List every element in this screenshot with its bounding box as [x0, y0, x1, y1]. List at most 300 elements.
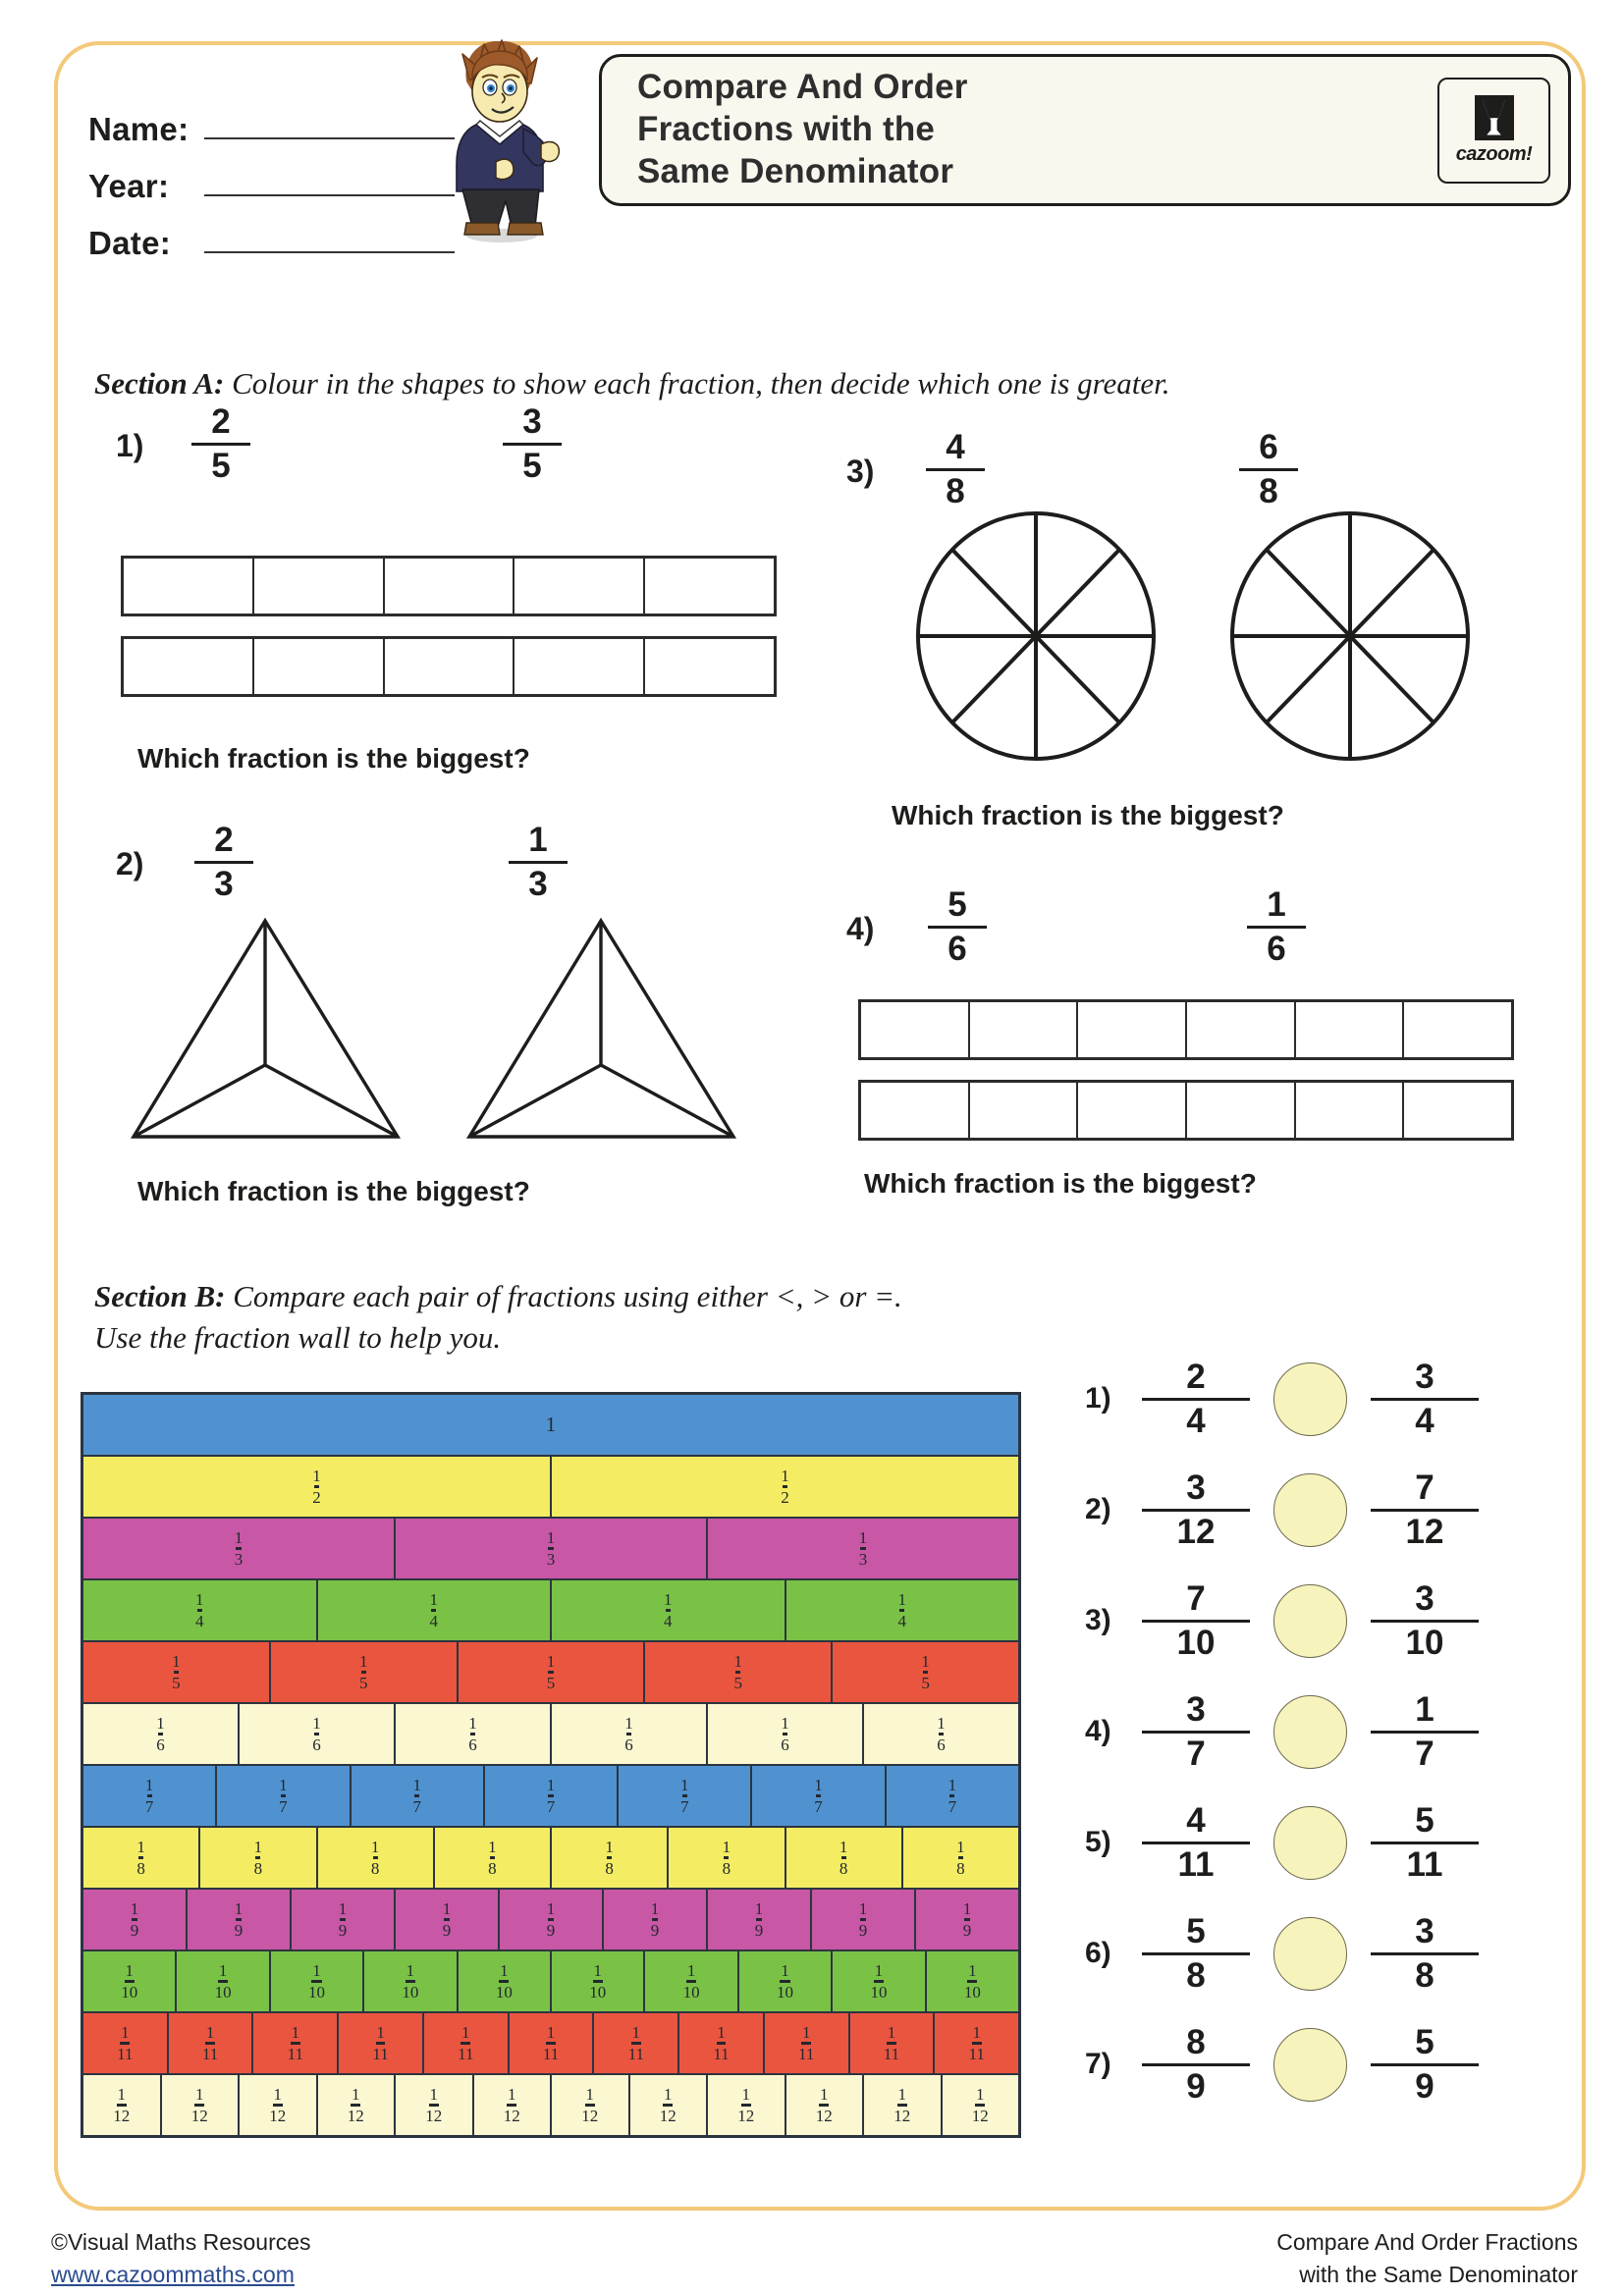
fraction-denominator: 5 [172, 1673, 181, 1692]
fraction-wall-cell[interactable] [619, 1766, 752, 1826]
fraction-wall-label [156, 1715, 165, 1753]
bar-cell[interactable] [124, 559, 254, 614]
fraction-wall-cell[interactable] [459, 1642, 646, 1702]
year-input-line[interactable] [204, 194, 455, 196]
fraction-numerator: 1 [546, 1899, 556, 1919]
fraction-wall-row [83, 1766, 1018, 1828]
fraction-numerator: 1 [508, 2085, 516, 2105]
fraction-numerator: 4 [946, 428, 965, 466]
fraction-bar [1142, 2063, 1250, 2067]
fraction-denominator: 5 [546, 1673, 556, 1692]
fraction-wall-label [235, 1900, 244, 1939]
question-a4-right-fraction [1247, 887, 1306, 967]
fraction-numerator: 1 [172, 1652, 181, 1672]
fraction-wall-cell[interactable] [765, 2013, 850, 2073]
bar-cell[interactable] [645, 559, 774, 614]
fraction-bar [503, 443, 562, 447]
fraction-denominator: 9 [858, 1920, 868, 1940]
fraction-wall-cell[interactable] [83, 1519, 396, 1578]
fraction-wall-cell[interactable] [240, 1704, 396, 1764]
fraction-wall-cell[interactable] [645, 1951, 738, 2011]
fraction-numerator: 1 [406, 1961, 415, 1981]
worksheet-title-box [599, 54, 1571, 206]
fraction-numerator: 6 [1259, 428, 1278, 466]
fraction-wall-cell[interactable] [435, 1828, 552, 1888]
bar-cell[interactable] [1296, 1083, 1405, 1138]
left-fraction [1142, 1470, 1250, 1550]
fraction-numerator: 1 [781, 1714, 789, 1734]
answer-circle[interactable] [1273, 1695, 1347, 1769]
fraction-wall-cell[interactable] [604, 1890, 708, 1949]
fraction-numerator: 3 [1415, 1358, 1435, 1396]
answer-circle[interactable] [1273, 1584, 1347, 1658]
fraction-denominator: 4 [195, 1611, 204, 1630]
fraction-numerator: 1 [429, 1590, 438, 1610]
fraction-wall-cell[interactable] [240, 2075, 318, 2135]
fraction-wall-cell[interactable] [850, 2013, 936, 2073]
fraction-wall-label [131, 1900, 139, 1939]
fraction-numerator: 1 [429, 2085, 438, 2105]
fraction-denominator: 7 [1415, 1735, 1435, 1774]
fraction-wall-label [963, 1900, 972, 1939]
title-line-3: Same Denominator [637, 151, 954, 190]
fraction-wall-cell[interactable] [318, 2075, 397, 2135]
fraction-wall-cell[interactable] [630, 2075, 709, 2135]
fraction-bar [1371, 1509, 1479, 1513]
fraction-wall-cell[interactable] [318, 1828, 435, 1888]
fraction-wall-cell[interactable] [669, 1828, 785, 1888]
fraction-denominator: 10 [589, 1982, 607, 2002]
answer-circle[interactable] [1273, 1473, 1347, 1547]
fraction-bar [1371, 2063, 1479, 2067]
fraction-denominator: 11 [117, 2044, 134, 2063]
worksheet-title [637, 67, 968, 192]
question-a4-bar-model-top[interactable] [858, 999, 1514, 1060]
fraction-numerator: 1 [585, 2085, 594, 2105]
fraction-denominator: 12 [503, 2106, 520, 2125]
fraction-wall-row [83, 1704, 1018, 1766]
fraction-wall-row [83, 1828, 1018, 1890]
fraction-wall-cell[interactable] [83, 1951, 177, 2011]
fraction-wall-label [624, 1715, 633, 1753]
fraction-wall-cell[interactable] [83, 1580, 318, 1640]
fraction-denominator: 8 [605, 1858, 614, 1878]
fraction-wall-cell[interactable] [83, 1642, 271, 1702]
fraction-denominator: 12 [425, 2106, 443, 2125]
fraction-wall-label [589, 1962, 606, 2001]
fraction-denominator: 12 [815, 2106, 833, 2125]
fraction-wall-cell[interactable] [708, 1704, 864, 1764]
fraction-wall-cell[interactable] [396, 2075, 474, 2135]
date-input-line[interactable] [204, 251, 455, 253]
bar-cell[interactable] [514, 639, 645, 694]
fraction-wall-cell[interactable] [752, 1766, 886, 1826]
fraction-denominator: 12 [1405, 1513, 1444, 1552]
question-a4-number: 4) [846, 911, 875, 946]
fraction-denominator: 5 [358, 1673, 368, 1692]
fraction-numerator: 1 [814, 1776, 823, 1795]
fraction-wall-cell[interactable] [459, 1951, 552, 2011]
fraction-wall-cell[interactable] [594, 2013, 679, 2073]
fraction-wall-cell[interactable] [927, 1951, 1018, 2011]
name-input-line[interactable] [204, 137, 455, 139]
fraction-wall-cell[interactable] [292, 1890, 396, 1949]
fraction-wall-cell[interactable] [786, 2075, 865, 2135]
fraction-wall-cell[interactable] [833, 1642, 1018, 1702]
cazoom-logo-text: cazoom! [1455, 142, 1533, 165]
fraction-denominator: 2 [781, 1487, 789, 1507]
fraction-wall-cell[interactable] [679, 2013, 765, 2073]
right-fraction [1371, 1692, 1479, 1772]
fraction-wall-label [269, 2086, 286, 2124]
fraction-denominator: 11 [798, 2044, 815, 2063]
fraction-wall-cell[interactable] [500, 1890, 604, 1949]
fraction-numerator: 1 [686, 1961, 696, 1981]
fraction-numerator: 5 [947, 885, 967, 924]
fraction-denominator: 7 [680, 1796, 689, 1816]
fraction-wall-row [83, 1457, 1018, 1519]
fraction-wall-cell[interactable] [485, 1766, 619, 1826]
fraction-wall-label [816, 2086, 833, 2124]
fraction-wall-label [859, 1529, 868, 1568]
footer-website-link[interactable]: www.cazoommaths.com [51, 2262, 295, 2288]
section-b-question-row [1085, 1803, 1479, 1883]
fraction-wall[interactable] [81, 1392, 1021, 2138]
fraction-wall-cell[interactable] [352, 1766, 485, 1826]
fraction-denominator: 10 [870, 1982, 888, 2002]
question-a3-prompt: Which fraction is the biggest? [892, 800, 1284, 830]
section-b-question-row [1085, 1581, 1479, 1661]
fraction-denominator: 8 [1186, 1956, 1206, 1996]
fraction-wall-label [734, 1653, 743, 1691]
fraction-wall-cell[interactable] [916, 1890, 1018, 1949]
section-a-heading [94, 363, 1528, 404]
fraction-numerator: 1 [195, 2085, 204, 2105]
bar-cell[interactable] [1404, 1083, 1511, 1138]
fraction-wall-cell[interactable] [786, 1580, 1019, 1640]
question-a4-left-fraction [928, 887, 987, 967]
question-a2-triangle-right[interactable] [461, 913, 741, 1148]
question-a1-bar-model-bottom[interactable] [121, 636, 777, 697]
fraction-wall-cell[interactable] [200, 1828, 317, 1888]
fraction-denominator: 6 [624, 1735, 633, 1754]
bar-cell[interactable] [254, 559, 385, 614]
fraction-numerator: 1 [205, 2023, 215, 2043]
fraction-wall-cell[interactable] [510, 2013, 595, 2073]
fraction-denominator: 6 [468, 1735, 477, 1754]
fraction-bar [1142, 1952, 1250, 1956]
fraction-denominator: 8 [1259, 472, 1278, 511]
fraction-denominator: 7 [412, 1796, 421, 1816]
bar-cell[interactable] [1078, 1002, 1187, 1057]
bar-cell[interactable] [124, 639, 254, 694]
bar-cell[interactable] [1296, 1002, 1405, 1057]
fraction-denominator: 6 [156, 1735, 165, 1754]
fraction-wall-cell[interactable] [364, 1951, 458, 2011]
fraction-wall-label [870, 1962, 887, 2001]
fraction-numerator: 2 [214, 821, 234, 859]
fraction-numerator: 1 [376, 2023, 385, 2043]
fraction-wall-cell[interactable] [162, 2075, 241, 2135]
fraction-denominator: 9 [338, 1920, 348, 1940]
fraction-wall-cell[interactable] [903, 1828, 1018, 1888]
bar-cell[interactable] [385, 559, 515, 614]
fraction-numerator: 2 [211, 402, 231, 441]
fraction-numerator: 1 [546, 1776, 556, 1795]
fraction-wall-label [215, 1962, 232, 2001]
question-a3-circle-right[interactable] [1227, 508, 1473, 764]
fraction-wall-row [83, 2075, 1018, 2135]
fraction-wall-cell[interactable] [864, 2075, 943, 2135]
question-a2-right-fraction [509, 823, 568, 902]
fraction-denominator: 11 [1177, 1845, 1215, 1885]
fraction-wall-label [723, 1839, 731, 1877]
fraction-bar [1247, 926, 1306, 930]
fraction-denominator: 12 [113, 2106, 131, 2125]
fraction-denominator: 12 [1176, 1513, 1216, 1552]
fraction-numerator: 5 [1186, 1912, 1206, 1950]
fraction-wall-label [496, 1962, 513, 2001]
section-a-instruction: Colour in the shapes to show each fraction, then decide which one is greater. [224, 366, 1170, 400]
fraction-numerator: 1 [218, 1961, 228, 1981]
fraction-denominator: 8 [946, 472, 965, 511]
fraction-wall-label [288, 2024, 303, 2062]
bar-cell[interactable] [1187, 1083, 1296, 1138]
fraction-numerator: 1 [631, 2023, 641, 2043]
fraction-wall-cell[interactable] [424, 2013, 510, 2073]
fraction-wall-cell[interactable] [552, 1580, 786, 1640]
question-a1-bar-model-top[interactable] [121, 556, 777, 616]
fraction-bar [509, 861, 568, 865]
fraction-wall-cell[interactable] [935, 2013, 1018, 2073]
section-b-heading [94, 1276, 1174, 1359]
fraction-wall-cell[interactable] [864, 1704, 1018, 1764]
question-a1-right-fraction [503, 404, 562, 484]
fraction-wall-cell[interactable] [645, 1642, 833, 1702]
fraction-denominator: 7 [814, 1796, 823, 1816]
fraction-wall-label [191, 2086, 208, 2124]
fraction-bar [1371, 1842, 1479, 1845]
bar-cell[interactable] [1187, 1002, 1296, 1057]
fraction-wall-label [969, 2024, 985, 2062]
fraction-wall-cell[interactable] [83, 1704, 240, 1764]
question-a2-number: 2) [116, 846, 144, 881]
left-fraction [1142, 1581, 1250, 1661]
fraction-wall-cell[interactable] [552, 1951, 645, 2011]
fraction-numerator: 1 [234, 1899, 244, 1919]
fraction-denominator: 7 [947, 1796, 957, 1816]
fraction-wall-cell[interactable] [708, 2075, 786, 2135]
fraction-wall-cell[interactable] [83, 1890, 188, 1949]
fraction-denominator: 12 [971, 2106, 989, 2125]
fraction-numerator: 1 [130, 1899, 139, 1919]
fraction-numerator: 1 [650, 1899, 660, 1919]
fraction-numerator: 1 [121, 2023, 130, 2043]
fraction-denominator: 11 [968, 2044, 985, 2063]
fraction-wall-cell[interactable] [708, 1519, 1018, 1578]
bar-cell[interactable] [385, 639, 515, 694]
question-a4-bar-model-bottom[interactable] [858, 1080, 1514, 1141]
fraction-wall-label [235, 1529, 244, 1568]
fraction-wall-cell[interactable] [552, 1457, 1018, 1517]
bar-cell[interactable] [1404, 1002, 1511, 1057]
fraction-wall-label [430, 1591, 439, 1629]
bar-cell[interactable] [861, 1002, 970, 1057]
fraction-wall-cell[interactable] [396, 1890, 500, 1949]
fraction-bar [191, 443, 250, 447]
fraction-numerator: 8 [1186, 2023, 1206, 2061]
footer-right [1276, 2226, 1578, 2292]
fraction-wall-cell[interactable] [83, 1395, 1018, 1455]
fraction-wall-cell[interactable] [83, 1457, 552, 1517]
fraction-wall-label [777, 1962, 793, 2001]
fraction-wall-label [468, 1715, 477, 1753]
fraction-wall-cell[interactable] [253, 2013, 339, 2073]
fraction-wall-label [543, 2024, 559, 2062]
fraction-bar [928, 926, 987, 930]
bar-cell[interactable] [514, 559, 645, 614]
fraction-wall-cell[interactable] [169, 2013, 254, 2073]
fraction-wall-cell[interactable] [739, 1951, 833, 2011]
fraction-wall-cell[interactable] [396, 1519, 708, 1578]
fraction-denominator: 10 [682, 1982, 700, 2002]
fraction-wall-cell[interactable] [474, 2075, 553, 2135]
fraction-wall-cell[interactable] [271, 1642, 459, 1702]
fraction-numerator: 1 [858, 1899, 868, 1919]
answer-circle[interactable] [1273, 1917, 1347, 1991]
bar-cell[interactable] [1078, 1083, 1187, 1138]
fraction-numerator: 1 [117, 2085, 126, 2105]
fraction-wall-cell[interactable] [552, 2075, 630, 2135]
fraction-wall-label [893, 2086, 910, 2124]
fraction-wall-cell[interactable] [271, 1951, 364, 2011]
fraction-wall-cell[interactable] [396, 1704, 552, 1764]
fraction-denominator: 9 [546, 1920, 556, 1940]
fraction-denominator: 10 [308, 1982, 326, 2002]
fraction-denominator: 9 [442, 1920, 452, 1940]
fraction-numerator: 1 [754, 1899, 764, 1919]
fraction-wall-label [443, 1900, 452, 1939]
fraction-denominator: 10 [777, 1982, 794, 2002]
fraction-wall-label [547, 1529, 556, 1568]
fraction-bar [1371, 1398, 1479, 1402]
fraction-denominator: 11 [372, 2044, 389, 2063]
fraction-numerator: 1 [488, 1838, 497, 1857]
fraction-wall-cell[interactable] [339, 2013, 424, 2073]
fraction-wall-label [339, 1900, 348, 1939]
fraction-wall-label [884, 2024, 899, 2062]
section-b-question-row [1085, 1360, 1479, 1439]
fraction-wall-cell[interactable] [83, 2013, 169, 2073]
fraction-wall-cell[interactable] [177, 1951, 270, 2011]
fraction-wall-cell[interactable] [188, 1890, 292, 1949]
question-a2-left-fraction [194, 823, 253, 902]
fraction-wall-row [83, 1395, 1018, 1457]
left-fraction [1142, 2025, 1250, 2105]
fraction-wall-cell[interactable] [786, 1828, 903, 1888]
fraction-numerator: 1 [1415, 1690, 1435, 1729]
fraction-denominator: 4 [1415, 1402, 1435, 1441]
bar-cell[interactable] [645, 639, 774, 694]
question-a3-circle-left[interactable] [913, 508, 1159, 764]
fraction-wall-cell[interactable] [217, 1766, 351, 1826]
fraction-denominator: 12 [347, 2106, 364, 2125]
fraction-numerator: 3 [1186, 1690, 1206, 1729]
fraction-numerator: 7 [1415, 1468, 1435, 1507]
fraction-wall-cell[interactable] [943, 2075, 1019, 2135]
fraction-denominator: 9 [962, 1920, 972, 1940]
fraction-denominator: 4 [897, 1611, 906, 1630]
student-info-fields [88, 91, 455, 262]
fraction-numerator: 1 [136, 1838, 145, 1857]
fraction-numerator: 1 [605, 1838, 614, 1857]
fraction-numerator: 1 [839, 1838, 848, 1857]
fraction-denominator: 9 [650, 1920, 660, 1940]
answer-circle[interactable] [1273, 1362, 1347, 1436]
fraction-numerator: 1 [370, 1838, 380, 1857]
fraction-wall-row [83, 1519, 1018, 1580]
bar-cell[interactable] [254, 639, 385, 694]
fraction-wall-label [145, 1777, 154, 1815]
fraction-denominator: 8 [1415, 1956, 1435, 1996]
bar-cell[interactable] [970, 1083, 1079, 1138]
fraction-numerator: 1 [546, 2023, 556, 2043]
fraction-wall-cell[interactable] [833, 1951, 926, 2011]
fraction-wall-label [839, 1839, 848, 1877]
fraction-wall-cell[interactable] [83, 1766, 217, 1826]
fraction-numerator: 1 [291, 2023, 300, 2043]
bar-cell[interactable] [970, 1002, 1079, 1057]
section-b-question-row [1085, 1692, 1479, 1772]
fraction-bar [1142, 1509, 1250, 1513]
fraction-denominator: 8 [136, 1858, 145, 1878]
fraction-numerator: 3 [1415, 1912, 1435, 1950]
fraction-denominator: 8 [253, 1858, 263, 1878]
fraction-wall-label [254, 1839, 263, 1877]
answer-circle[interactable] [1273, 1806, 1347, 1880]
fraction-numerator: 5 [1415, 1801, 1435, 1840]
fraction-denominator: 11 [458, 2044, 474, 2063]
fraction-wall-label [372, 2024, 388, 2062]
fraction-bar [1142, 1731, 1250, 1735]
fraction-wall-label [956, 1839, 965, 1877]
fraction-wall-cell[interactable] [83, 2075, 162, 2135]
fraction-wall-label [781, 1715, 789, 1753]
fraction-denominator: 11 [1406, 1845, 1443, 1885]
fraction-wall-cell[interactable] [708, 1890, 812, 1949]
fraction-wall-cell[interactable] [887, 1766, 1018, 1826]
fraction-wall-label [136, 1839, 145, 1877]
fraction-wall-cell[interactable] [83, 1828, 200, 1888]
fraction-wall-label [117, 2024, 133, 2062]
fraction-numerator: 1 [412, 1776, 421, 1795]
fraction-numerator: 1 [717, 2023, 726, 2043]
fraction-wall-cell[interactable] [552, 1704, 708, 1764]
fraction-numerator: 1 [741, 2085, 750, 2105]
fraction-wall-label [279, 1777, 288, 1815]
question-a2-triangle-left[interactable] [126, 913, 406, 1148]
fraction-bar [1142, 1842, 1250, 1845]
fraction-numerator: 1 [125, 1961, 134, 1981]
fraction-wall-cell[interactable] [812, 1890, 916, 1949]
answer-circle[interactable] [1273, 2028, 1347, 2102]
fraction-wall-cell[interactable] [318, 1580, 553, 1640]
fraction-wall-cell[interactable] [552, 1828, 669, 1888]
fraction-numerator: 1 [624, 1714, 633, 1734]
bar-cell[interactable] [861, 1083, 970, 1138]
fraction-numerator: 1 [352, 2085, 360, 2105]
fraction-numerator: 1 [858, 1528, 868, 1548]
